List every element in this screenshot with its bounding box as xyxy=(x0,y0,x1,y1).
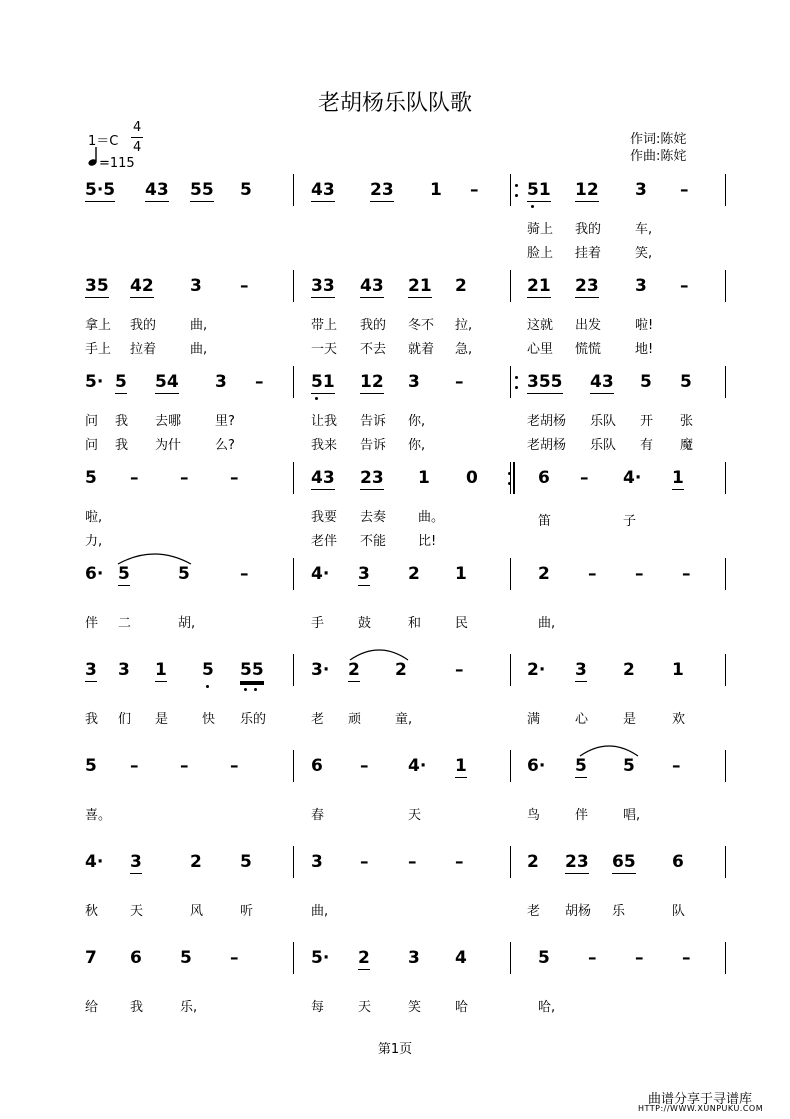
note-group: 6· xyxy=(527,756,546,776)
lyric-syllable: 急, xyxy=(455,342,473,357)
barline xyxy=(293,558,294,590)
barline xyxy=(725,942,726,974)
lyric-syllable: 车, xyxy=(635,222,653,237)
lyric-syllable: 么? xyxy=(215,438,235,453)
note-group: 55 xyxy=(190,180,214,200)
lyric-syllable: 满 xyxy=(527,712,541,727)
note-group: 0 xyxy=(466,468,478,488)
note-group: 2 xyxy=(538,564,550,584)
note-group: – xyxy=(230,756,239,776)
octave-dot xyxy=(315,397,318,400)
repeat-dot xyxy=(508,482,511,485)
lyric-syllable: 春 xyxy=(311,808,325,823)
lyric-syllable: 手 xyxy=(311,616,325,631)
barline xyxy=(510,846,511,878)
lyric-syllable: 拉着 xyxy=(130,342,157,357)
lyric-syllable: 快 xyxy=(202,712,216,727)
lyric-syllable: 们 xyxy=(118,712,132,727)
lyric-syllable: 哈 xyxy=(455,1000,469,1015)
note-group: 4· xyxy=(623,468,642,488)
note-group: – xyxy=(255,372,264,392)
barline xyxy=(293,462,294,494)
note-group: – xyxy=(588,948,597,968)
note-group: 43 xyxy=(311,180,335,200)
barline xyxy=(725,462,726,494)
note-group: 5 xyxy=(575,756,587,776)
lyric-syllable: 心里 xyxy=(527,342,554,357)
lyric-syllable: 乐, xyxy=(180,1000,198,1015)
note-group: 1 xyxy=(455,564,467,584)
note-group: – xyxy=(672,756,681,776)
note-group: 3 xyxy=(190,276,202,296)
note-group: – xyxy=(455,372,464,392)
lyric-syllable: 我 xyxy=(130,1000,144,1015)
lyric-syllable: 天 xyxy=(130,904,144,919)
lyric-syllable: 笛 xyxy=(538,514,552,529)
note-group: 2 xyxy=(623,660,635,680)
lyric-syllable: 告诉 xyxy=(360,414,387,429)
lyric-syllable: 民 xyxy=(455,616,469,631)
note-group: 5· xyxy=(85,372,104,392)
barline xyxy=(725,750,726,782)
lyric-syllable: 这就 xyxy=(527,318,554,333)
lyric-syllable: 一天 xyxy=(311,342,338,357)
note-group: 2 xyxy=(408,564,420,584)
note-group: – xyxy=(680,276,689,296)
lyric-syllable: 乐的 xyxy=(240,712,267,727)
note-group: 5 xyxy=(178,564,190,584)
note-group: 6· xyxy=(85,564,104,584)
octave-dot xyxy=(254,688,257,691)
song-title: 老胡杨乐队队歌 xyxy=(317,91,472,116)
note-group: – xyxy=(470,180,479,200)
note-group: – xyxy=(240,276,249,296)
note-group: 3 xyxy=(118,660,130,680)
lyric-syllable: 手上 xyxy=(85,342,112,357)
lyric-syllable: 伴 xyxy=(575,808,589,823)
slur-mark xyxy=(348,644,410,664)
lyric-syllable: 二 xyxy=(118,616,132,631)
note-group: 5 xyxy=(240,852,252,872)
lyric-syllable: 唱, xyxy=(623,808,641,823)
lyric-syllable: 地! xyxy=(635,342,654,357)
note-group: 21 xyxy=(408,276,432,296)
lyric-syllable: 我 xyxy=(115,414,129,429)
lyric-syllable: 脸上 xyxy=(527,246,554,261)
lyric-syllable: 乐队 xyxy=(590,438,617,453)
lyric-syllable: 伴 xyxy=(85,616,99,631)
note-group: 43 xyxy=(590,372,614,392)
note-group: 5 xyxy=(538,948,550,968)
note-group: 3 xyxy=(130,852,142,872)
lyric-syllable: 让我 xyxy=(311,414,338,429)
lyric-syllable: 老胡杨 xyxy=(527,438,567,453)
note-group: 5 xyxy=(202,660,214,680)
lyric-syllable: 胡杨 xyxy=(565,904,592,919)
composer-credit: 作曲:陈姹 xyxy=(630,149,687,164)
lyric-syllable: 拿上 xyxy=(85,318,112,333)
note-group: 2 xyxy=(455,276,467,296)
barline xyxy=(293,942,294,974)
lyric-syllable: 是 xyxy=(155,712,169,727)
note-group: 3· xyxy=(311,660,330,680)
note-group: 43 xyxy=(145,180,169,200)
lyric-syllable: 鼓 xyxy=(358,616,372,631)
lyric-syllable: 老伴 xyxy=(311,534,338,549)
note-group: 4· xyxy=(85,852,104,872)
note-group: 5 xyxy=(623,756,635,776)
barline xyxy=(510,366,511,398)
lyric-syllable: 顽 xyxy=(348,712,362,727)
lyric-syllable: 张 xyxy=(680,414,694,429)
note-group: 23 xyxy=(370,180,394,200)
lyric-syllable: 老 xyxy=(527,904,541,919)
page-number: 第1页 xyxy=(377,1042,413,1057)
note-group: 6 xyxy=(538,468,550,488)
barline xyxy=(293,366,294,398)
note-group: 1 xyxy=(155,660,167,680)
note-group: – xyxy=(588,564,597,584)
lyric-syllable: 里? xyxy=(215,414,235,429)
note-group: 3 xyxy=(408,372,420,392)
quarter-note-icon xyxy=(86,146,100,168)
lyric-syllable: 去哪 xyxy=(155,414,182,429)
note-group: – xyxy=(130,468,139,488)
lyric-syllable: 是 xyxy=(623,712,637,727)
watermark-title: 曲谱分享于寻谱库 xyxy=(648,1092,753,1107)
time-signature-line xyxy=(131,137,143,138)
barline xyxy=(510,462,511,494)
note-group: 5 xyxy=(118,564,130,584)
note-group: 6 xyxy=(311,756,323,776)
lyric-syllable: 我的 xyxy=(360,318,387,333)
lyric-syllable: 风 xyxy=(190,904,204,919)
note-group: – xyxy=(240,564,249,584)
lyric-syllable: 我 xyxy=(85,712,99,727)
barline xyxy=(725,366,726,398)
lyric-syllable: 曲, xyxy=(190,318,208,333)
lyric-syllable: 鸟 xyxy=(527,808,541,823)
lyric-syllable: 我要 xyxy=(311,510,338,525)
note-group: 5 xyxy=(85,468,97,488)
lyric-syllable: 曲, xyxy=(538,616,556,631)
repeat-dot xyxy=(515,376,518,379)
slur-mark xyxy=(116,548,193,568)
lyric-syllable: 子 xyxy=(623,514,637,529)
barline xyxy=(510,558,511,590)
note-group: 12 xyxy=(360,372,384,392)
barline xyxy=(725,654,726,686)
note-group: 43 xyxy=(311,468,335,488)
lyric-syllable: 有 xyxy=(640,438,654,453)
lyric-syllable: 你, xyxy=(408,414,426,429)
slur-mark xyxy=(578,740,640,760)
lyric-syllable: 带上 xyxy=(311,318,338,333)
lyric-syllable: 天 xyxy=(358,1000,372,1015)
note-group: 3 xyxy=(215,372,227,392)
note-group: 3 xyxy=(635,180,647,200)
lyric-syllable: 不去 xyxy=(360,342,387,357)
note-group: 5 xyxy=(180,948,192,968)
lyric-syllable: 你, xyxy=(408,438,426,453)
barline xyxy=(293,174,294,206)
note-group: 55 xyxy=(240,660,264,680)
barline xyxy=(510,174,511,206)
note-group: – xyxy=(180,468,189,488)
note-group: 2 xyxy=(190,852,202,872)
note-group: 3 xyxy=(85,660,97,680)
note-group: – xyxy=(360,852,369,872)
lyric-syllable: 为什 xyxy=(155,438,182,453)
barline xyxy=(725,558,726,590)
lyric-syllable: 欢 xyxy=(672,712,686,727)
note-group: 3 xyxy=(311,852,323,872)
lyric-syllable: 啦, xyxy=(85,510,103,525)
note-group: 2· xyxy=(527,660,546,680)
barline xyxy=(293,270,294,302)
note-group: 42 xyxy=(130,276,154,296)
note-group: 23 xyxy=(360,468,384,488)
note-group: 5 xyxy=(85,756,97,776)
lyric-syllable: 啦! xyxy=(635,318,654,333)
lyric-syllable: 曲, xyxy=(311,904,329,919)
repeat-dot xyxy=(515,184,518,187)
lyric-syllable: 秋 xyxy=(85,904,99,919)
lyric-syllable: 冬不 xyxy=(408,318,435,333)
lyric-syllable: 拉, xyxy=(455,318,473,333)
octave-dot xyxy=(206,685,209,688)
watermark-url: HTTP://WWW.XUNPUKU.COM xyxy=(638,1104,764,1113)
lyric-syllable: 每 xyxy=(311,1000,325,1015)
note-group: – xyxy=(130,756,139,776)
lyric-syllable: 慌慌 xyxy=(575,342,602,357)
lyric-syllable: 乐 xyxy=(612,904,626,919)
barline xyxy=(725,174,726,206)
lyric-syllable: 开 xyxy=(640,414,654,429)
lyric-syllable: 问 xyxy=(85,414,99,429)
note-group: 5 xyxy=(680,372,692,392)
note-group: – xyxy=(635,564,644,584)
tempo-marking: =115 xyxy=(99,156,135,171)
note-group: – xyxy=(682,948,691,968)
note-group: 1 xyxy=(418,468,430,488)
note-group: 3 xyxy=(358,564,370,584)
note-group: 355 xyxy=(527,372,563,392)
note-group: – xyxy=(408,852,417,872)
repeat-dot xyxy=(515,194,518,197)
note-group: – xyxy=(580,468,589,488)
lyric-syllable: 童, xyxy=(395,712,413,727)
lyric-syllable: 老 xyxy=(311,712,325,727)
barline xyxy=(725,846,726,878)
lyric-syllable: 和 xyxy=(408,616,422,631)
lyric-syllable: 骑上 xyxy=(527,222,554,237)
note-group: 5·5 xyxy=(85,180,116,200)
note-group: 35 xyxy=(85,276,109,296)
lyric-syllable: 笑, xyxy=(635,246,653,261)
lyric-syllable: 去奏 xyxy=(360,510,387,525)
time-signature-bottom: 4 xyxy=(133,140,142,155)
note-group: 3 xyxy=(635,276,647,296)
note-group: 1 xyxy=(430,180,442,200)
repeat-barline-thick xyxy=(513,462,515,494)
repeat-dot xyxy=(515,386,518,389)
note-group: 1 xyxy=(672,660,684,680)
note-group: 4· xyxy=(408,756,427,776)
repeat-dot xyxy=(508,472,511,475)
note-group: 65 xyxy=(612,852,636,872)
note-group: 5 xyxy=(240,180,252,200)
note-group: 3 xyxy=(408,948,420,968)
lyric-syllable: 不能 xyxy=(360,534,387,549)
note-group: – xyxy=(180,756,189,776)
note-group: 23 xyxy=(565,852,589,872)
lyric-syllable: 听 xyxy=(240,904,254,919)
note-group: 1 xyxy=(672,468,684,488)
lyric-syllable: 就着 xyxy=(408,342,435,357)
note-group: – xyxy=(360,756,369,776)
lyric-syllable: 我来 xyxy=(311,438,338,453)
lyric-syllable: 力, xyxy=(85,534,103,549)
barline xyxy=(510,750,511,782)
time-signature-top: 4 xyxy=(133,120,142,135)
lyric-syllable: 曲, xyxy=(190,342,208,357)
note-group: 33 xyxy=(311,276,335,296)
note-group: 2 xyxy=(395,660,407,680)
lyric-syllable: 我 xyxy=(115,438,129,453)
note-group: 2 xyxy=(358,948,370,968)
lyric-syllable: 魔 xyxy=(680,438,694,453)
note-group: 43 xyxy=(360,276,384,296)
note-group: – xyxy=(230,468,239,488)
lyricist-credit: 作词:陈姹 xyxy=(630,132,687,147)
note-group: – xyxy=(635,948,644,968)
lyric-syllable: 队 xyxy=(672,904,686,919)
barline xyxy=(510,654,511,686)
note-group: 4 xyxy=(455,948,467,968)
note-group: – xyxy=(455,852,464,872)
note-group: 7 xyxy=(85,948,97,968)
barline xyxy=(725,270,726,302)
note-group: – xyxy=(230,948,239,968)
note-group: 54 xyxy=(155,372,179,392)
note-group: – xyxy=(455,660,464,680)
note-group: 23 xyxy=(575,276,599,296)
lyric-syllable: 老胡杨 xyxy=(527,414,567,429)
barline xyxy=(293,654,294,686)
note-group: 21 xyxy=(527,276,551,296)
barline xyxy=(293,750,294,782)
key-signature: 1＝C xyxy=(88,134,119,149)
lyric-syllable: 我的 xyxy=(130,318,157,333)
lyric-syllable: 问 xyxy=(85,438,99,453)
note-group: 5 xyxy=(640,372,652,392)
barline xyxy=(510,942,511,974)
note-group: 5 xyxy=(115,372,127,392)
note-group: 6 xyxy=(130,948,142,968)
lyric-syllable: 出发 xyxy=(575,318,602,333)
lyric-syllable: 给 xyxy=(85,1000,99,1015)
note-group: 3 xyxy=(575,660,587,680)
lyric-syllable: 胡, xyxy=(178,616,196,631)
lyric-syllable: 天 xyxy=(408,808,422,823)
note-group: – xyxy=(682,564,691,584)
note-group: 4· xyxy=(311,564,330,584)
note-group: 1 xyxy=(455,756,467,776)
lyric-syllable: 哈, xyxy=(538,1000,556,1015)
lyric-syllable: 比! xyxy=(418,534,437,549)
lyric-syllable: 喜。 xyxy=(85,808,112,823)
barline xyxy=(510,270,511,302)
octave-dot xyxy=(531,205,534,208)
note-group: 51 xyxy=(311,372,335,392)
lyric-syllable: 挂着 xyxy=(575,246,602,261)
note-group: 51 xyxy=(527,180,551,200)
note-group: 2 xyxy=(527,852,539,872)
barline xyxy=(293,846,294,878)
note-group: 5· xyxy=(311,948,330,968)
note-group: 6 xyxy=(672,852,684,872)
lyric-syllable: 乐队 xyxy=(590,414,617,429)
lyric-syllable: 曲。 xyxy=(418,510,445,525)
octave-dot xyxy=(244,688,247,691)
note-group: 2 xyxy=(348,660,360,680)
lyric-syllable: 我的 xyxy=(575,222,602,237)
lyric-syllable: 告诉 xyxy=(360,438,387,453)
lyric-syllable: 笑 xyxy=(408,1000,422,1015)
lyric-syllable: 心 xyxy=(575,712,589,727)
note-group: – xyxy=(680,180,689,200)
note-group: 12 xyxy=(575,180,599,200)
